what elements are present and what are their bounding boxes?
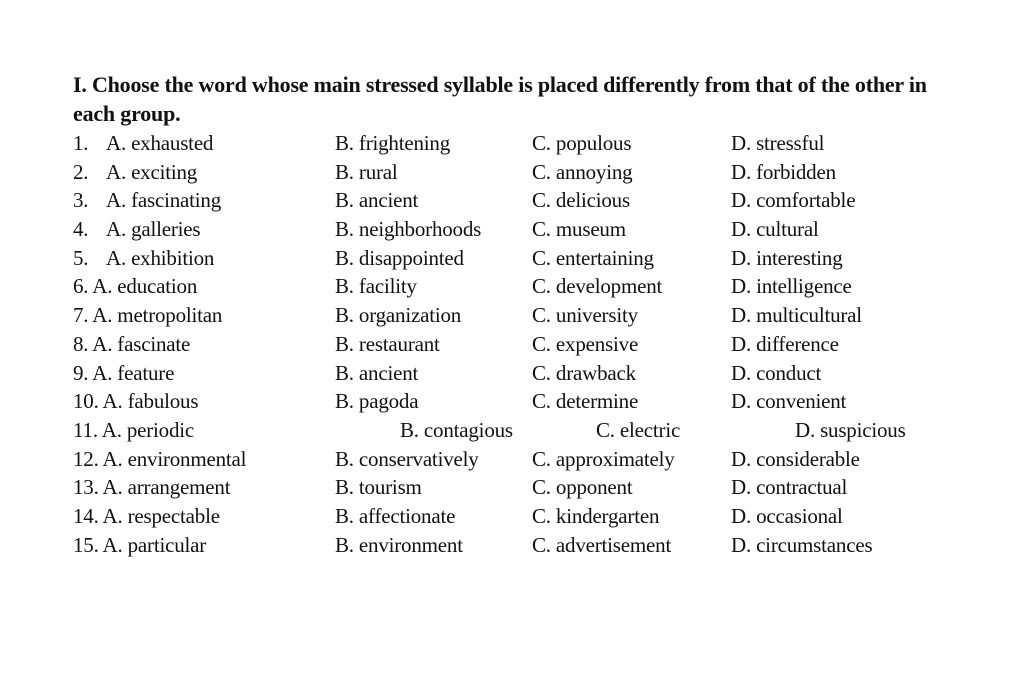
option-b: B. disappointed xyxy=(335,245,464,270)
question-number: 4. xyxy=(73,217,89,242)
question-row-4 xyxy=(73,215,973,244)
option-b: B. pagoda xyxy=(335,389,419,414)
question-row-6 xyxy=(73,272,973,301)
option-a: 11. A. periodic xyxy=(73,417,195,442)
option-a: A. exhibition xyxy=(106,245,215,270)
option-c: C. drawback xyxy=(532,360,636,385)
option-d: D. convenient xyxy=(731,389,847,414)
question-row-15 xyxy=(73,531,973,560)
question-row-3 xyxy=(73,186,973,215)
question-row-8 xyxy=(73,330,973,359)
option-c: C. delicious xyxy=(532,188,630,213)
option-d: D. difference xyxy=(731,331,839,356)
option-c: C. populous xyxy=(532,131,632,155)
question-row-12 xyxy=(73,445,973,474)
option-c: C. kindergarten xyxy=(532,503,660,528)
option-a: 10. A. fabulous xyxy=(73,389,199,414)
question-number: 1. xyxy=(73,131,89,155)
option-a: 12. A. environmental xyxy=(73,446,247,471)
option-d: D. conduct xyxy=(731,360,822,385)
option-b: B. tourism xyxy=(335,475,422,500)
question-row-5 xyxy=(73,244,973,273)
option-d: D. circumstances xyxy=(731,532,873,557)
option-b: B. frightening xyxy=(335,131,451,155)
option-d: D. contractual xyxy=(731,475,848,500)
question-number: 5. xyxy=(73,245,89,270)
option-c: C. museum xyxy=(532,217,626,242)
option-d: D. multicultural xyxy=(731,303,862,328)
option-d: D. comfortable xyxy=(731,188,856,213)
question-row-11 xyxy=(73,416,973,445)
option-b: B. facility xyxy=(335,274,417,299)
question-list xyxy=(73,129,973,559)
option-a: 6. A. education xyxy=(73,274,198,299)
question-number: 3. xyxy=(73,188,89,213)
option-b: B. environment xyxy=(335,532,463,557)
option-c: C. approximately xyxy=(532,446,675,471)
option-b: B. affectionate xyxy=(335,503,456,528)
option-d: D. stressful xyxy=(731,131,825,155)
option-b: B. neighborhoods xyxy=(335,217,482,242)
option-c: C. development xyxy=(532,274,663,299)
question-row-2 xyxy=(73,158,973,187)
option-d: D. occasional xyxy=(731,503,843,528)
option-c: C. annoying xyxy=(532,159,633,184)
option-a: 7. A. metropolitan xyxy=(73,303,223,328)
option-a: 9. A. feature xyxy=(73,360,175,385)
question-row-10 xyxy=(73,387,973,416)
option-d: D. intelligence xyxy=(731,274,852,299)
option-c: C. university xyxy=(532,303,638,328)
option-b: B. ancient xyxy=(335,188,419,213)
option-a: 8. A. fascinate xyxy=(73,331,191,356)
question-row-14 xyxy=(73,502,973,531)
question-row-7 xyxy=(73,301,973,330)
exercise-title: I. Choose the word whose main stressed syllable is placed differently from that of the other in each group. xyxy=(73,72,927,126)
option-b: B. contagious xyxy=(400,417,513,442)
option-b: B. organization xyxy=(335,303,462,328)
option-d: D. forbidden xyxy=(731,159,836,184)
option-b: B. ancient xyxy=(335,360,419,385)
option-d: D. suspicious xyxy=(795,417,906,442)
question-number: 2. xyxy=(73,159,89,184)
question-row-9 xyxy=(73,359,973,388)
option-d: D. cultural xyxy=(731,217,819,242)
option-d: D. considerable xyxy=(731,446,860,471)
option-c: C. electric xyxy=(596,417,681,442)
option-a: A. fascinating xyxy=(106,188,221,213)
option-a: 15. A. particular xyxy=(73,532,207,557)
option-b: B. rural xyxy=(335,159,398,184)
question-row-1 xyxy=(73,129,973,158)
option-b: B. restaurant xyxy=(335,331,440,356)
option-c: C. entertaining xyxy=(532,245,654,270)
option-c: C. opponent xyxy=(532,475,633,500)
option-a: 14. A. respectable xyxy=(73,503,220,528)
option-a: A. exhausted xyxy=(106,131,214,155)
option-b: B. conservatively xyxy=(335,446,479,471)
option-d: D. interesting xyxy=(731,245,843,270)
option-c: C. advertisement xyxy=(532,532,672,557)
exercise-document xyxy=(73,70,973,559)
option-c: C. determine xyxy=(532,389,639,414)
question-row-13 xyxy=(73,473,973,502)
option-c: C. expensive xyxy=(532,331,639,356)
option-a: A. galleries xyxy=(106,217,201,242)
option-a: 13. A. arrangement xyxy=(73,475,231,500)
option-a: A. exciting xyxy=(106,159,198,184)
